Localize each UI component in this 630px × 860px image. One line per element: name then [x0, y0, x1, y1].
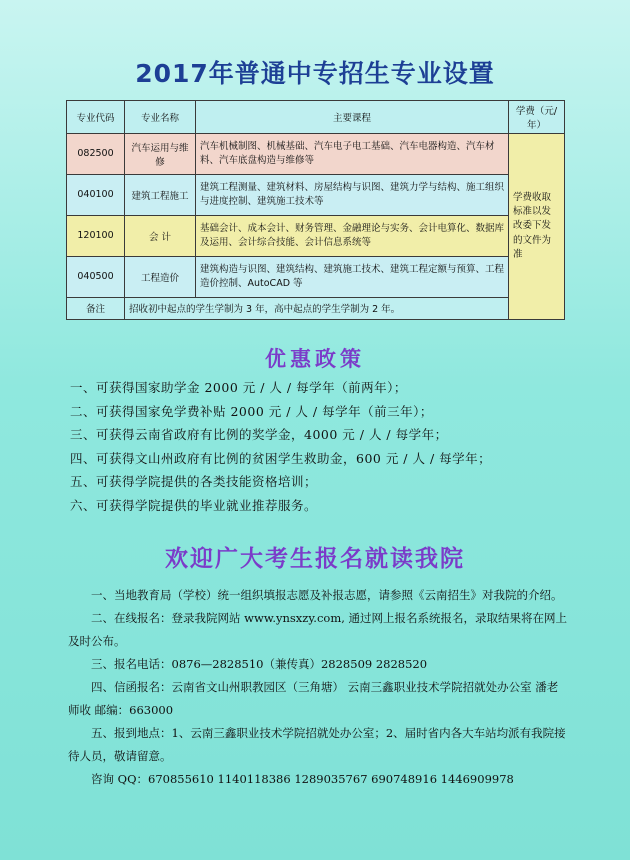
majors-table: [66, 100, 565, 320]
info-item: 二、在线报名：登录我院网站 www.ynsxzy.com, 通过网上报名系统报名，录取结果将在网上及时公布。: [68, 611, 568, 648]
major-courses: 建筑构造与识图、建筑结构、建筑施工技术、建筑工程定额与预算、工程造价控制、AutoCAD 等: [196, 256, 509, 297]
table-row: [67, 174, 565, 215]
remark-text: 招收初中起点的学生学制为 3 年，高中起点的学生学制为 2 年。: [125, 297, 509, 319]
major-code: 040500: [67, 256, 125, 297]
header-courses: 主要课程: [196, 101, 509, 134]
table-header-row: [67, 101, 565, 134]
policy-item: 二、可获得国家免学费补贴 2000 元 / 人 / 每学年（前三年）；: [70, 403, 433, 419]
info-item: 五、报到地点：1、云南三鑫职业技术学院招就处办公室；2、届时省内各大车站均派有我院接待人员，敬请留意。: [68, 726, 566, 763]
table-remark-row: [67, 297, 565, 319]
policy-item: 四、可获得文山州政府有比例的贫困学生救助金，600 元 / 人 / 每学年；: [70, 450, 492, 466]
major-name: 汽车运用与维修: [125, 134, 196, 175]
policy-item: 一、可获得国家助学金 2000 元 / 人 / 每学年（前两年）；: [70, 380, 407, 395]
welcome-title: 欢迎广大考生报名就读我院: [165, 545, 465, 572]
major-code: 120100: [67, 215, 125, 256]
major-name: 建筑工程施工: [125, 174, 196, 215]
major-name: 会 计: [125, 215, 196, 256]
major-courses: 基础会计、成本会计、财务管理、金融理论与实务、会计电算化、数据库及运用、会计综合技能、会计信息系统等: [196, 215, 509, 256]
header-name: 专业名称: [125, 101, 196, 134]
major-courses: 建筑工程测量、建筑材料、房屋结构与识图、建筑力学与结构、施工组织与进度控制、建筑施工技术等: [196, 174, 509, 215]
policy-item: 六、可获得学院提供的毕业就业推荐服务。: [70, 497, 318, 513]
table-row: [67, 256, 565, 297]
remark-label: 备注: [67, 297, 125, 319]
info-item: 三、报名电话：0876—2828510（兼传真）2828509 2828520: [91, 657, 428, 671]
policy-item: 五、可获得学院提供的各类技能资格培训；: [70, 474, 318, 489]
info-item: 一、当地教育局（学校）统一组织填报志愿及补报志愿，请参照《云南招生》对我院的介绍。: [91, 588, 563, 602]
page-title: 2017年普通中专招生专业设置: [135, 59, 495, 88]
policy-list: [70, 378, 610, 519]
qq-contact: 咨询 QQ：670855610 1140118386 1289035767 690748916 1446909978: [91, 772, 514, 786]
table-row: [67, 134, 565, 175]
fee-note: 学费收取标准以发改委下发的文件为准: [509, 134, 565, 320]
major-courses: 汽车机械制图、机械基础、汽车电子电工基础、汽车电器构造、汽车材料、汽车底盘构造与维修等: [196, 134, 509, 175]
major-name: 工程造价: [125, 256, 196, 297]
application-info: [68, 584, 568, 791]
table-row: [67, 215, 565, 256]
header-fee: 学费（元/年）: [509, 101, 565, 134]
major-code: 040100: [67, 174, 125, 215]
policy-item: 三、可获得云南省政府有比例的奖学金，4000 元 / 人 / 每学年；: [70, 427, 448, 442]
major-code: 082500: [67, 134, 125, 175]
policy-title: 优惠政策: [265, 346, 365, 371]
info-item: 四、信函报名：云南省文山州职教园区（三角塘） 云南三鑫职业技术学院招就处办公室 潘老师收 邮编：663000: [68, 680, 559, 717]
header-code: 专业代码: [67, 101, 125, 134]
